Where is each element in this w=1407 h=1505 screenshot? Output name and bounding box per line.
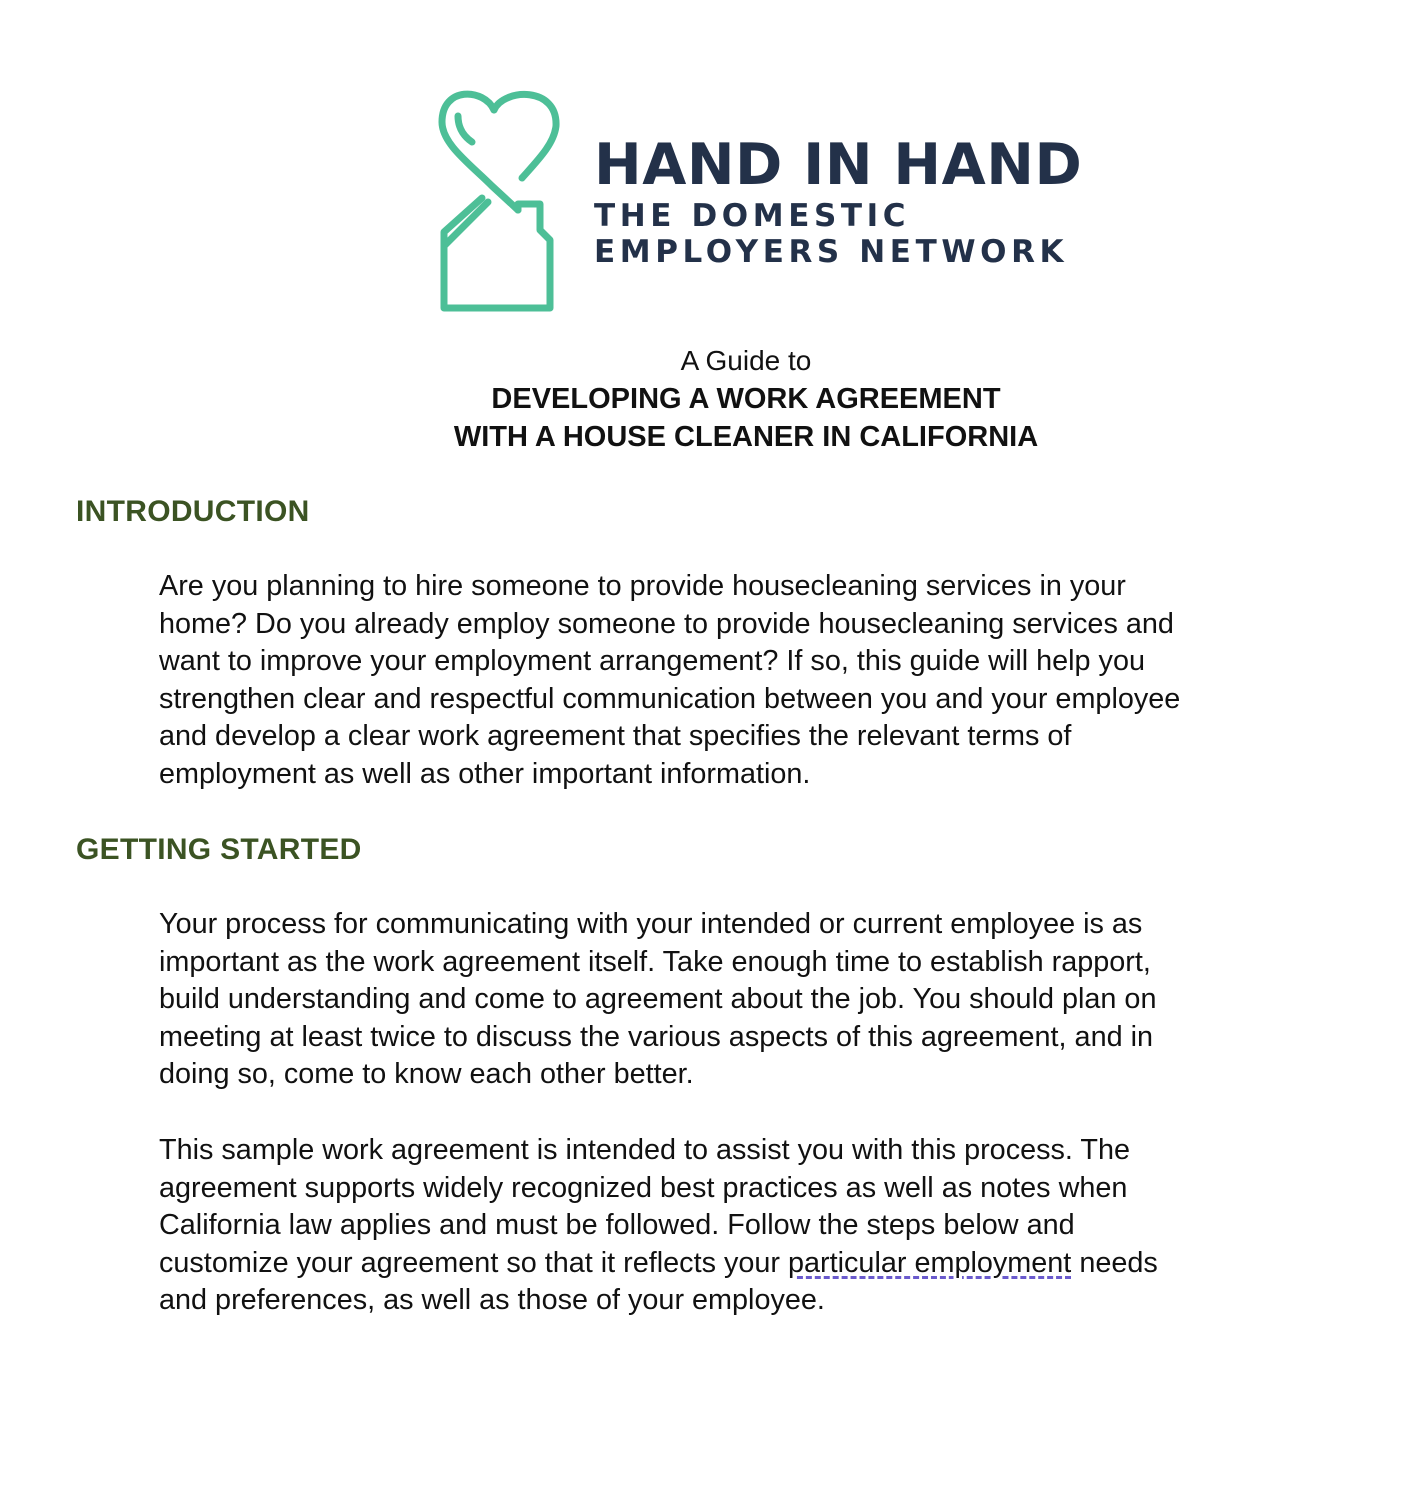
logo-text	[594, 132, 1083, 270]
text-line: important as the work agreement itself. Take enough time to establish rapport,	[159, 945, 1151, 978]
text-segment: customize your agreement so that it reflects your	[159, 1246, 789, 1279]
text-line: and preferences, as well as those of your employee.	[159, 1284, 825, 1317]
getting-started-heading: GETTING STARTED	[76, 833, 362, 866]
logo	[432, 82, 1083, 322]
text-line: doing so, come to know each other better.	[159, 1058, 694, 1091]
heart-house-icon	[432, 82, 564, 322]
text-line: strengthen clear and respectful communication between you and your employee	[159, 682, 1181, 715]
title-pre: A Guide to	[680, 345, 812, 376]
getting-started-paragraph-2	[159, 1132, 1354, 1320]
introduction-paragraph	[159, 568, 1354, 794]
document-title	[0, 342, 1407, 456]
text-line: want to improve your employment arrangement? If so, this guide will help you	[159, 645, 1145, 678]
getting-started-paragraph-1	[159, 906, 1354, 1094]
text-line: meeting at least twice to discuss the various aspects of this agreement, and in	[159, 1020, 1154, 1053]
text-line: build understanding and come to agreement about the job. You should plan on	[159, 983, 1157, 1016]
text-line: This sample work agreement is intended to assist you with this process. The	[159, 1134, 1131, 1166]
logo-subtitle-line2: EMPLOYERS NETWORK	[594, 234, 1069, 270]
text-line: and develop a clear work agreement that specifies the relevant terms of	[159, 720, 1072, 753]
logo-name: HAND IN HAND	[594, 132, 1083, 198]
text-line: California law applies and must be followed. Follow the steps below and	[159, 1209, 1075, 1242]
grammar-flagged-text[interactable]: particular employment	[788, 1246, 1072, 1279]
introduction-heading: INTRODUCTION	[76, 495, 310, 528]
title-line-1: DEVELOPING A WORK AGREEMENT	[491, 383, 1001, 415]
text-line: Your process for communicating with your intended or current employee is as	[159, 908, 1143, 940]
logo-subtitle-line1: THE DOMESTIC	[594, 198, 911, 234]
title-line-2: WITH A HOUSE CLEANER IN CALIFORNIA	[453, 421, 1039, 453]
text-line-with-spelling-mark	[159, 1245, 1354, 1283]
text-line: home? Do you already employ someone to provide housecleaning services and	[159, 607, 1174, 640]
text-line: employment as well as other important information.	[159, 757, 811, 790]
text-segment: needs	[1071, 1246, 1158, 1279]
text-line: agreement supports widely recognized best practices as well as notes when	[159, 1171, 1128, 1204]
text-line: Are you planning to hire someone to provide housecleaning services in your	[159, 570, 1126, 602]
